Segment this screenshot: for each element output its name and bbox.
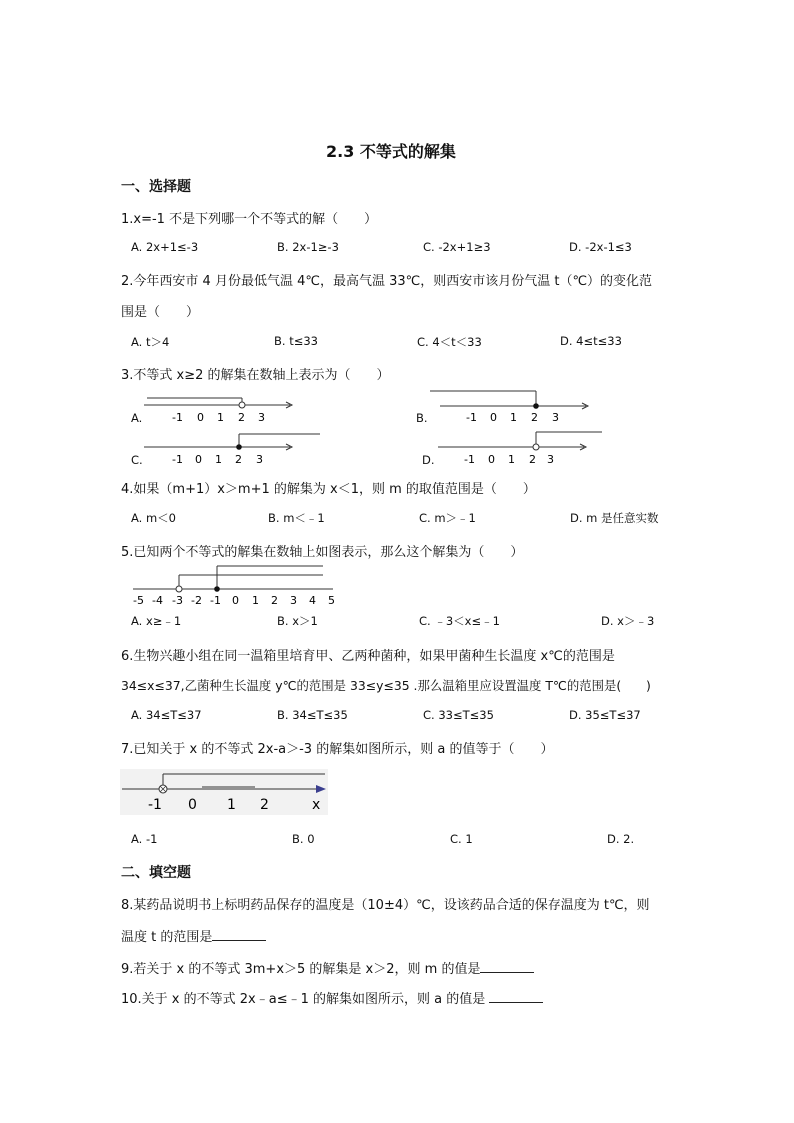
q7-option-c: C. 1 [450, 832, 473, 846]
question-6-stem-line1: 6.生物兴趣小组在同一温箱里培育甲、乙两种菌种，如果甲菌种生长温度 x℃的范围是 [121, 649, 615, 664]
q2-option-a: A. t＞4 [131, 335, 170, 349]
q3-number-line-b [428, 386, 598, 426]
tick-label: -1 [210, 594, 221, 607]
tick-label: -1 [148, 797, 162, 813]
q1-option-c: C. -2x+1≥3 [423, 240, 491, 254]
question-10-stem: 10.关于 x 的不等式 2x﹣a≤﹣1 的解集如图所示，则 a 的值是 [121, 992, 490, 1007]
question-4-stem: 4.如果（m+1）x＞m+1 的解集为 x＜1，则 m 的取值范围是（ ） [121, 482, 536, 497]
question-8-stem-text: 温度 t 的范围是 [121, 930, 213, 945]
tick-label: 1 [510, 411, 517, 424]
answer-blank[interactable] [489, 990, 543, 1003]
question-6-stem-line2: 34≤x≤37,乙菌种生长温度 y℃的范围是 33≤y≤35 .那么温箱里应设置温度 T℃的范围是( ) [121, 678, 651, 693]
tick-label: 2 [271, 594, 278, 607]
tick-label: -2 [191, 594, 202, 607]
q1-option-b: B. 2x-1≥-3 [277, 240, 339, 254]
q7-option-a: A. -1 [131, 832, 158, 846]
question-2-stem-line2: 围是（ ） [121, 305, 200, 320]
tick-label: 3 [258, 411, 265, 424]
tick-label: -1 [172, 411, 183, 424]
q6-option-d: D. 35≤T≤37 [569, 708, 641, 722]
tick-label: -5 [133, 594, 144, 607]
tick-label: 4 [309, 594, 316, 607]
tick-label: 0 [195, 453, 202, 466]
q6-option-c: C. 33≤T≤35 [423, 708, 494, 722]
q3-option-d-label: D. [422, 453, 435, 467]
question-2-stem-line1: 2.今年西安市 4 月份最低气温 4℃，最高气温 33℃，则西安市该月份气温 t（℃）的变化范 [121, 274, 653, 289]
question-9 [121, 958, 534, 977]
q4-option-a: A. m＜0 [131, 511, 176, 525]
question-8-stem-line1: 8.某药品说明书上标明药品保存的温度是（10±4）℃，设该药品合适的保存温度为 t℃，则 [121, 898, 650, 913]
q4-option-d: D. m 是任意实数 [570, 511, 659, 525]
q6-option-b: B. 34≤T≤35 [277, 708, 348, 722]
tick-label: 2 [260, 797, 269, 813]
tick-label: 2 [531, 411, 538, 424]
tick-label: 1 [215, 453, 222, 466]
answer-blank[interactable] [212, 928, 266, 941]
q5-option-a: A. x≥﹣1 [131, 614, 182, 628]
q2-option-c: C. 4＜t＜33 [417, 335, 482, 349]
tick-label: 1 [217, 411, 224, 424]
tick-label: -3 [172, 594, 183, 607]
tick-label: 3 [290, 594, 297, 607]
q2-option-b: B. t≤33 [274, 334, 318, 348]
tick-label: 0 [188, 797, 197, 813]
tick-label: 0 [488, 453, 495, 466]
tick-label: 0 [490, 411, 497, 424]
question-3-stem: 3.不等式 x≥2 的解集在数轴上表示为（ ） [121, 368, 390, 383]
tick-label: 3 [256, 453, 263, 466]
q5-number-line [128, 560, 353, 608]
tick-label: 2 [529, 453, 536, 466]
axis-label: x [312, 797, 321, 813]
q1-option-a: A. 2x+1≤-3 [131, 240, 199, 254]
question-9-stem: 9.若关于 x 的不等式 3m+x＞5 的解集是 x＞2，则 m 的值是 [121, 962, 481, 977]
tick-label: 0 [197, 411, 204, 424]
section-heading-fill: 二、填空题 [121, 865, 191, 881]
question-8-stem-line2 [121, 926, 266, 945]
q3-number-line-a [140, 392, 300, 426]
q3-number-line-d [434, 428, 609, 468]
tick-label: 1 [252, 594, 259, 607]
tick-label: 1 [227, 797, 236, 813]
q3-option-a-label: A. [131, 411, 143, 425]
q3-option-b-label: B. [416, 411, 428, 425]
tick-label: -1 [464, 453, 475, 466]
tick-label: 1 [508, 453, 515, 466]
q5-option-b: B. x＞1 [277, 614, 318, 628]
q7-number-line [120, 769, 330, 817]
q5-option-d: D. x＞﹣3 [601, 614, 655, 628]
q3-option-c-label: C. [131, 453, 143, 467]
question-5-stem: 5.已知两个不等式的解集在数轴上如图表示，那么这个解集为（ ） [121, 545, 524, 560]
q4-option-b: B. m＜﹣1 [268, 511, 325, 525]
q6-option-a: A. 34≤T≤37 [131, 708, 202, 722]
tick-label: 2 [235, 453, 242, 466]
q2-option-d: D. 4≤t≤33 [560, 334, 622, 348]
question-1-stem: 1.x=-1 不是下列哪一个不等式的解（ ） [121, 212, 378, 227]
q4-option-c: C. m＞﹣1 [419, 511, 476, 525]
tick-label: -1 [172, 453, 183, 466]
answer-blank[interactable] [480, 960, 534, 973]
q7-option-b: B. 0 [292, 832, 315, 846]
page-title: 2.3 不等式的解集 [326, 142, 456, 161]
q7-option-d: D. 2. [607, 832, 635, 846]
tick-label: -1 [466, 411, 477, 424]
question-10 [121, 988, 543, 1007]
q5-option-c: C. ﹣3＜x≤﹣1 [419, 614, 500, 628]
tick-label: 0 [232, 594, 239, 607]
q1-option-d: D. -2x-1≤3 [569, 240, 632, 254]
section-heading-choice: 一、选择题 [121, 179, 191, 195]
question-7-stem: 7.已知关于 x 的不等式 2x-a＞-3 的解集如图所示，则 a 的值等于（ ） [121, 742, 554, 757]
tick-label: -4 [152, 594, 163, 607]
tick-label: 3 [552, 411, 559, 424]
tick-label: 3 [547, 453, 554, 466]
tick-label: 2 [238, 411, 245, 424]
tick-label: 5 [328, 594, 335, 607]
q3-number-line-c [140, 430, 325, 468]
